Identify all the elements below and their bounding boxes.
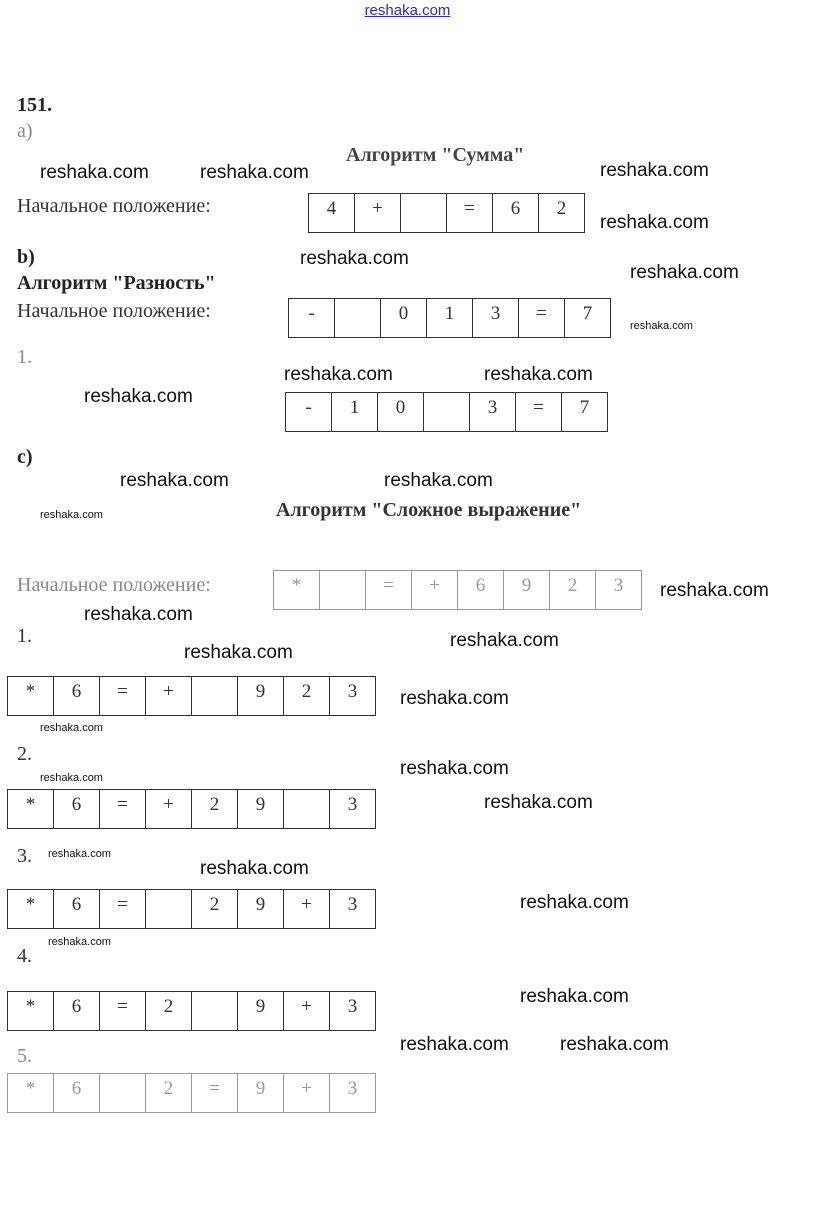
grid-cell: *	[8, 790, 54, 828]
grid-cell: 6	[54, 677, 100, 715]
part-b-start-label: Начальное положение:	[17, 300, 211, 322]
grid-cell: =	[100, 790, 146, 828]
watermark: reshaka.com	[484, 364, 593, 385]
grid-cell: 9	[238, 890, 284, 928]
watermark: reshaka.com	[200, 162, 309, 183]
grid-cell: +	[284, 1074, 330, 1112]
grid-cell: 9	[238, 1074, 284, 1112]
grid-cell: +	[412, 571, 458, 609]
part-c-step-5-label: 5.	[17, 1045, 32, 1067]
grid-cell: -	[286, 393, 332, 431]
grid-cell: =	[447, 194, 493, 232]
grid-cell	[284, 790, 330, 828]
grid-cell: 6	[54, 992, 100, 1030]
grid-cell: *	[8, 1074, 54, 1112]
watermark: reshaka.com	[40, 722, 103, 734]
grid-cell: *	[274, 571, 320, 609]
part-b-start-grid	[288, 298, 611, 338]
grid-cell: 3	[596, 571, 642, 609]
grid-cell: 2	[539, 194, 585, 232]
grid-cell: +	[284, 992, 330, 1030]
watermark: reshaka.com	[400, 688, 509, 709]
grid-cell: 2	[146, 1074, 192, 1112]
grid-cell: +	[284, 890, 330, 928]
watermark: reshaka.com	[184, 642, 293, 663]
watermark: reshaka.com	[120, 470, 229, 491]
grid-cell: 0	[378, 393, 424, 431]
grid-cell: 2	[192, 790, 238, 828]
part-c-label: c)	[17, 446, 33, 468]
watermark: reshaka.com	[384, 470, 493, 491]
grid-cell: 0	[381, 299, 427, 337]
grid-cell: +	[146, 677, 192, 715]
watermark: reshaka.com	[48, 936, 111, 948]
part-c-step-4-label: 4.	[17, 945, 32, 967]
grid-cell: 3	[470, 393, 516, 431]
part-c-title: Алгоритм "Сложное выражение"	[276, 499, 582, 521]
grid-cell: 2	[550, 571, 596, 609]
grid-cell: 3	[330, 677, 376, 715]
watermark: reshaka.com	[600, 212, 709, 233]
grid-cell: 3	[330, 1074, 376, 1112]
grid-cell: 3	[330, 890, 376, 928]
watermark: reshaka.com	[300, 248, 409, 269]
grid-cell: 7	[562, 393, 608, 431]
grid-cell: 1	[427, 299, 473, 337]
grid-cell: =	[516, 393, 562, 431]
grid-cell: =	[192, 1074, 238, 1112]
site-link[interactable]: reshaka.com	[364, 2, 451, 19]
grid-cell: 1	[332, 393, 378, 431]
part-b-title: Алгоритм "Разность"	[17, 272, 216, 294]
watermark: reshaka.com	[600, 160, 709, 181]
grid-cell: =	[366, 571, 412, 609]
watermark: reshaka.com	[40, 162, 149, 183]
watermark: reshaka.com	[450, 630, 559, 651]
grid-cell: 7	[565, 299, 611, 337]
grid-cell	[320, 571, 366, 609]
grid-cell	[424, 393, 470, 431]
grid-cell: 9	[238, 677, 284, 715]
watermark: reshaka.com	[200, 858, 309, 879]
grid-cell: 9	[238, 790, 284, 828]
watermark: reshaka.com	[520, 892, 629, 913]
grid-cell: 3	[473, 299, 519, 337]
grid-cell: =	[519, 299, 565, 337]
grid-cell: *	[8, 992, 54, 1030]
grid-cell: =	[100, 677, 146, 715]
grid-cell: 2	[192, 890, 238, 928]
watermark: reshaka.com	[630, 262, 739, 283]
grid-cell: -	[289, 299, 335, 337]
grid-cell: 6	[458, 571, 504, 609]
part-a-title: Алгоритм "Сумма"	[346, 144, 525, 166]
grid-cell: =	[100, 890, 146, 928]
grid-cell: +	[146, 790, 192, 828]
part-a-start-grid	[308, 193, 585, 233]
part-a-label: a)	[17, 120, 33, 142]
part-b-step-1-label: 1.	[17, 346, 32, 368]
grid-cell: 9	[504, 571, 550, 609]
grid-cell	[192, 677, 238, 715]
grid-cell: =	[100, 992, 146, 1030]
grid-cell: 6	[54, 890, 100, 928]
part-b-label: b)	[17, 246, 35, 268]
watermark: reshaka.com	[84, 386, 193, 407]
grid-cell: 6	[54, 1074, 100, 1112]
part-c-step-3-grid	[7, 889, 376, 929]
grid-cell: 6	[493, 194, 539, 232]
watermark: reshaka.com	[48, 848, 111, 860]
grid-cell	[192, 992, 238, 1030]
grid-cell	[146, 890, 192, 928]
grid-cell: 2	[146, 992, 192, 1030]
watermark: reshaka.com	[484, 792, 593, 813]
grid-cell: 2	[284, 677, 330, 715]
part-b-step-1-grid	[285, 392, 608, 432]
part-c-start-label: Начальное положение:	[17, 574, 211, 596]
watermark: reshaka.com	[40, 509, 103, 521]
grid-cell: 9	[238, 992, 284, 1030]
part-c-step-4-grid	[7, 991, 376, 1031]
part-c-step-2-label: 2.	[17, 743, 32, 765]
grid-cell	[401, 194, 447, 232]
watermark: reshaka.com	[84, 604, 193, 625]
problem-number: 151.	[17, 94, 52, 116]
grid-cell: +	[355, 194, 401, 232]
watermark: reshaka.com	[560, 1034, 669, 1055]
grid-cell: 3	[330, 790, 376, 828]
grid-cell: *	[8, 890, 54, 928]
grid-cell: 3	[330, 992, 376, 1030]
watermark: reshaka.com	[400, 758, 509, 779]
part-c-step-2-grid	[7, 789, 376, 829]
part-c-step-1-label: 1.	[17, 625, 32, 647]
grid-cell	[335, 299, 381, 337]
grid-cell: 6	[54, 790, 100, 828]
watermark: reshaka.com	[284, 364, 393, 385]
watermark: reshaka.com	[400, 1034, 509, 1055]
grid-cell	[100, 1074, 146, 1112]
watermark: reshaka.com	[40, 772, 103, 784]
part-c-start-grid	[273, 570, 642, 610]
part-c-step-5-grid	[7, 1073, 376, 1113]
watermark: reshaka.com	[520, 986, 629, 1007]
grid-cell: *	[8, 677, 54, 715]
part-c-step-3-label: 3.	[17, 845, 32, 867]
part-a-start-label: Начальное положение:	[17, 195, 211, 217]
watermark: reshaka.com	[630, 320, 693, 332]
watermark: reshaka.com	[660, 580, 769, 601]
part-c-step-1-grid	[7, 676, 376, 716]
grid-cell: 4	[309, 194, 355, 232]
